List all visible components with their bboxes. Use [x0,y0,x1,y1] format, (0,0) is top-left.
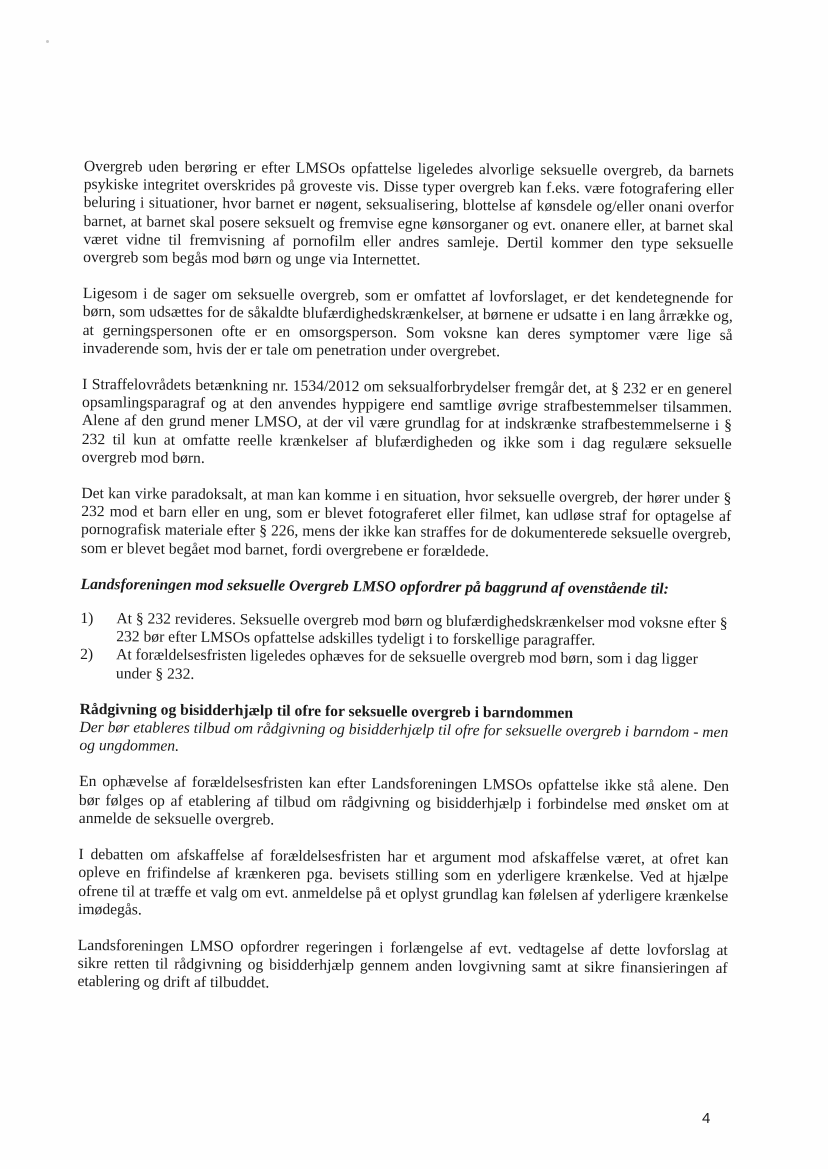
paragraph-debatten: I debatten om afskaffelse af forældelsesfristen har et argument mod afskaffelse været, at ofret kan opleve en frifindelse af krænkeren pga. bevisets stilling som en yderligere krænkelse. Ved at hjælpe ofrene til at træffe et valg om evt. anmeldelse på et oplyst grundlag kan følelsen af yderligere krænkelse imødegås. [78,846,729,919]
document-body [77,158,734,1015]
paragraph-paradoks: Det kan virke paradoksalt, at man kan komme i en situation, hvor seksuelle overgreb, der hører under § 232 mod et barn eller en ung, som er blevet fotograferet eller filmet, kan udløse straf for optagelse af pornografisk materiale efter § 226, mens der ikke kan straffes for de dokumenterede seksuelle overgreb, som er blevet begået mod barnet, fordi overgrebene er forældede. [80,485,732,560]
demand-text: At forældelsesfristen ligeledes ophæves for de seksuelle overgreb mod børn, som i dag ligger under § 232. [115,646,698,683]
paragraph-overgreb-uden-beroering: Overgreb uden berøring er efter LMSOs opfattelse ligeledes alvorlige seksuelle overgreb, da barnets psykiske integritet overskrides på groveste vis. Disse typer overgreb kan f.eks. være fotografering eller beluring i situationer, hvor barnet er nøgent, seksualisering, blottelse af kønsdele og/eller onani overfor barnet, at barnet skal posere seksuelt og fremvise egne kønsorganer og evt. onanere eller, at barnet skal været vidne til fremvisning af pornofilm eller andres samleje. Dertil kommer den type seksuelle overgreb som begås mod børn og unge via Internettet. [83,158,734,269]
demand-item [80,610,730,652]
page-number: 4 [702,1110,711,1127]
demand-number: 2) [80,646,94,664]
paragraph-ophaevelse: En ophævelse af forældelsesfristen kan efter Landsforeningen LMSOs opfattelse ikke stå alene. Den bør følges op af etablering af tilbud om rådgivning og bisidderhjælp i forbindelse med ønsket om at anmelde de seksuelle overgreb. [78,773,730,829]
section-heading: Rådgivning og bisidderhjælp til ofre for seksuelle overgreb i barndommen [79,700,574,722]
scan-speck [46,40,49,43]
demand-number: 1) [80,610,94,628]
paragraph-straffelovraadets-betaenkning: I Straffelovrådets betænkning nr. 1534/2012 om seksualforbrydelser fremgår det, at § 232 er en generel opsamlingsparagraf og at den anvendes hyppigere end samtlige øvrige strafbestemmelser tilsammen. Alene af den grund mener LMSO, at der vil være grundlag for at indskrænke strafbestemmelserne i § 232 til kun at omfatte reelle krænkelser af blufærdigheden og ikke som i dag regulære seksuelle overgreb mod børn. [81,376,733,467]
demand-item [80,646,730,688]
paragraph-opfordring: Landsforeningen LMSO opfordrer regeringen i forlængelse af evt. vedtagelse af dette lovforslag at sikre retten til rådgivning og bisidderhjælp gennem anden lovgivning samt at sikre finansieringen af etablering og drift af tilbuddet. [77,936,728,992]
call-to-action-heading: Landsforeningen mod seksuelle Overgreb LMSO opfordrer på baggrund af ovenstående til: [80,575,669,598]
demands-list [80,610,731,688]
paragraph-blufaerdighedskraenkelser: Ligesom i de sager om seksuelle overgreb, som er omfattet af lovforslaget, er det kendetegnende for børn, som udsættes for de såkaldte blufærdighedskrænkelser, at børnene er udsatte i en lang årrække og, at gerningspersonen ofte er en omsorgsperson. Som voksne kan deres symptomer være lige så invaderende som, hvis der er tale om penetration under overgrebet. [82,285,733,361]
demand-text: At § 232 revideres. Seksuelle overgreb mod børn og blufærdighedskrænkelser mod voksne efter § 232 bør efter LMSOs opfattelse adskilles tydeligt i to forskellige paragraffer. [116,610,728,650]
section-subheading: Der bør etableres tilbud om rådgivning og bisidderhjælp til ofre for seksuelle overgreb i barndom - men og ungdommen. [79,719,729,756]
